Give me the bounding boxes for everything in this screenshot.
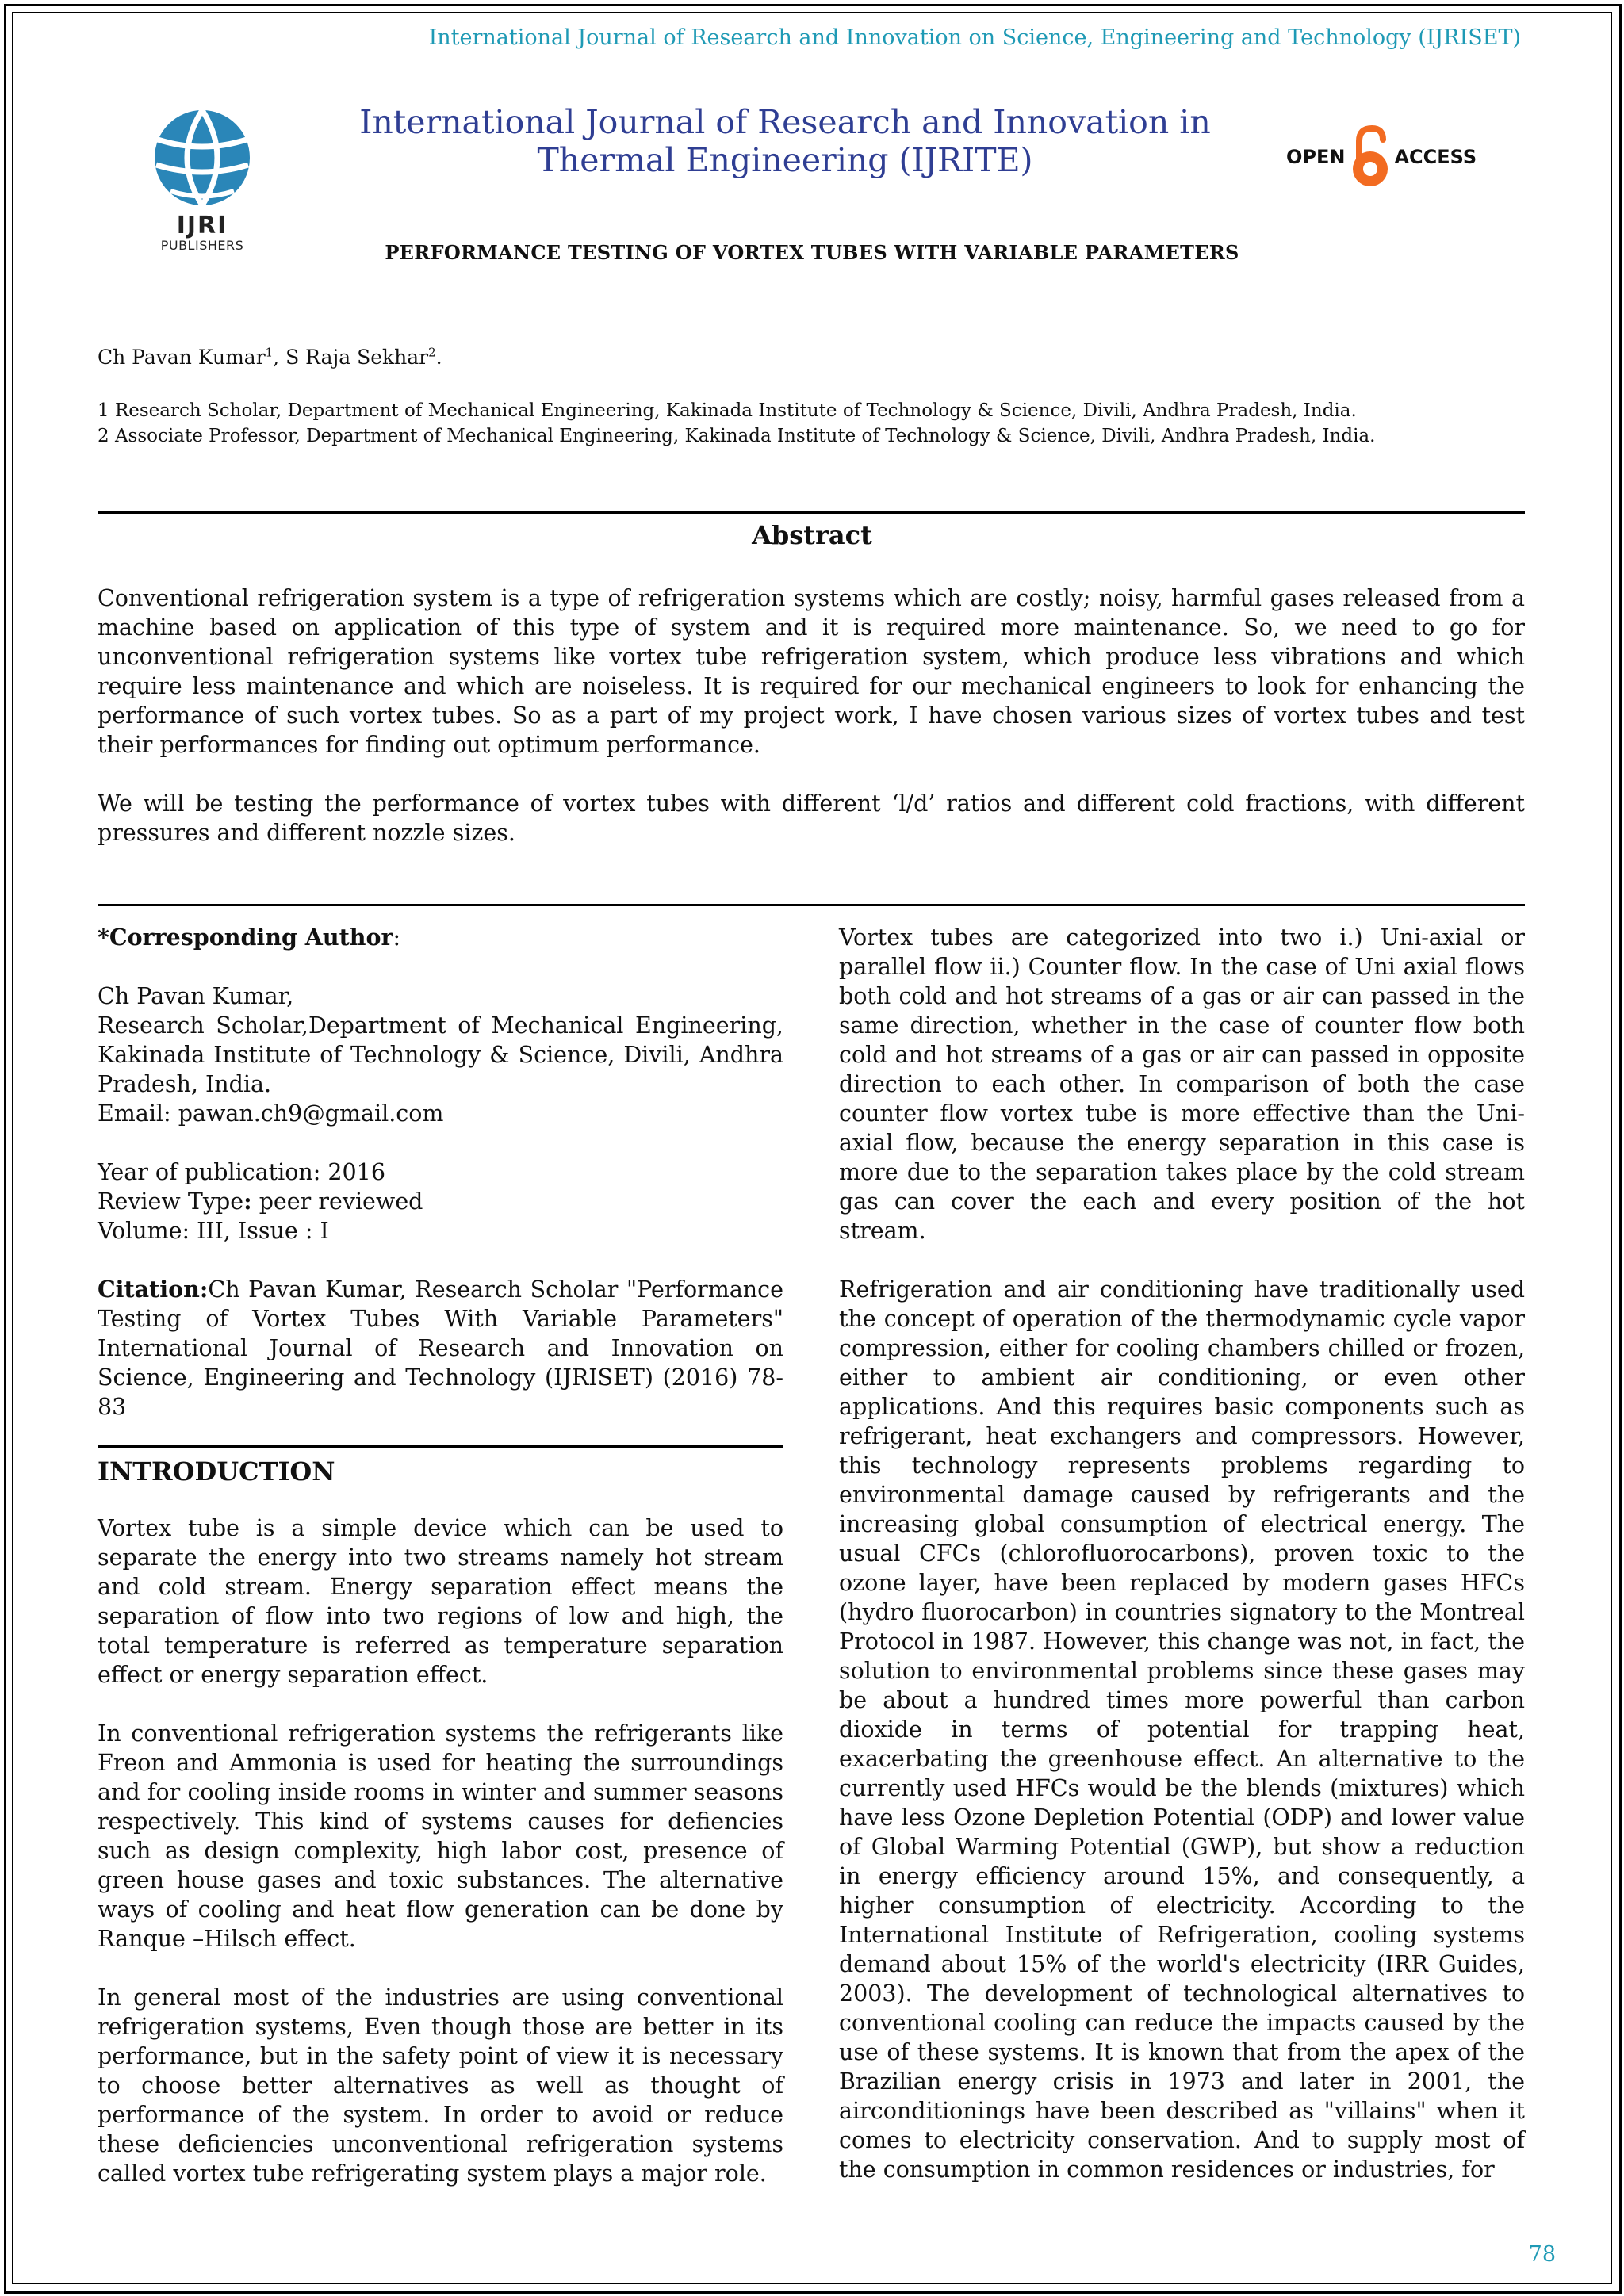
affiliation-1: 1 Research Scholar, Department of Mechanical Engineering, Kakinada Institute of Technology & Science, Divili, Andhra Pradesh, India. <box>98 400 1357 421</box>
review-value: peer reviewed <box>259 1188 423 1215</box>
introduction-paragraph: In general most of the industries are using conventional refrigeration systems, Even though those are better in its performance, but in the safety point of view it is necessary to choose better alternatives as well as thought of performance of the system. In order to avoid or reduce these deficiencies unconventional refrigeration systems called vortex tube refrigerating system plays a major role. <box>98 1984 783 2187</box>
abstract-body <box>98 584 1525 877</box>
author-name: S Raja Sekhar <box>285 346 429 369</box>
citation <box>98 1275 783 1422</box>
author-separator: , <box>273 346 286 369</box>
journal-title-line-2: Thermal Engineering (IJRITE) <box>537 141 1033 179</box>
author-affiliation-mark: 2 <box>428 345 436 360</box>
review-type <box>98 1187 783 1216</box>
corresponding-author-email <box>98 1099 783 1128</box>
affiliation-2: 2 Associate Professor, Department of Mechanical Engineering, Kakinada Institute of Technology & Science, Divili, Andhra Pradesh, India. <box>98 426 1376 446</box>
open-access-left-word: OPEN <box>1286 146 1346 168</box>
year-of-publication <box>98 1158 783 1187</box>
left-column-author-info <box>98 923 783 1422</box>
introduction-paragraph: Vortex tube is a simple device which can be used to separate the energy into two streams namely hot stream and cold stream. Energy separation effect means the separation of flow into two regions of low and high, the total temperature is referred as temperature separation effect or energy separation effect. <box>98 1515 783 1688</box>
author-line-end: . <box>435 346 442 369</box>
email-label: Email: <box>98 1100 171 1127</box>
paper-title: PERFORMANCE TESTING OF VORTEX TUBES WITH VARIABLE PARAMETERS <box>385 241 1239 264</box>
publisher-logo-name: IJRI <box>176 212 228 239</box>
journal-title <box>341 103 1229 179</box>
corresponding-author-label: *Corresponding Author <box>98 924 393 951</box>
body-paragraph: Vortex tubes are categorized into two i.) Uni-axial or parallel flow ii.) Counter flow. In the case of Uni axial flows both cold and hot streams of a gas or air can passed in the same direction, whether in the case of counter flow both cold and hot streams of a gas or air can passed in opposite direction to each other. In comparison of both the case counter flow vortex tube is more effective than the Uni-axial flow, because the energy separation in this case is more due to the separation takes place by the cold stream gas can cover the each and every position of the hot stream. <box>839 924 1525 1244</box>
year-label: Year of publication: <box>98 1159 321 1185</box>
page-number: 78 <box>1528 2242 1556 2267</box>
open-lock-icon <box>1348 124 1392 190</box>
introduction-heading: INTRODUCTION <box>98 1456 335 1487</box>
globe-icon <box>148 108 256 208</box>
email-address: pawan.ch9@gmail.com <box>178 1100 444 1127</box>
abstract-top-rule <box>98 511 1525 514</box>
volume-issue: Volume: III, Issue : I <box>98 1218 329 1244</box>
journal-title-line-1: International Journal of Research and Innovation in <box>359 103 1211 141</box>
corresponding-author-name: Ch Pavan Kumar, <box>98 983 294 1009</box>
abstract-heading: Abstract <box>752 520 872 550</box>
right-column <box>839 923 1525 2184</box>
open-access-logo <box>1286 124 1477 190</box>
running-head: International Journal of Research and Innovation on Science, Engineering and Technology (IJRISET) <box>428 25 1521 50</box>
body-paragraph: Refrigeration and air conditioning have traditionally used the concept of operation of the thermodynamic cycle vapor compression, either for cooling chambers chilled or frozen, either to ambient air conditioning, or even other applications. And this requires basic components such as refrigerant, heat exchangers and compressors. However, this technology represents problems regarding to environmental damage caused by refrigerants and the increasing global consumption of electrical energy. The usual CFCs (chlorofluorocarbons), proven toxic to the ozone layer, have been replaced by modern gases HFCs (hydro fluorocarbon) in countries signatory to the Montreal Protocol in 1987. However, this change was not, in fact, the solution to environmental problems since these gases may be about a hundred times more powerful than carbon dioxide in terms of potential for trapping heat, exacerbating the greenhouse effect. An alternative to the currently used HFCs would be the blends (mixtures) which have less Ozone Depletion Potential (ODP) and lower value of Global Warming Potential (GWP), but show a reduction in energy efficiency around 15%, and consequently, a higher consumption of electricity. According to the International Institute of Refrigeration, cooling systems demand about 15% of the world's electricity (IRR Guides, 2003). The development of technological alternatives to conventional cooling can reduce the impacts caused by the use of these systems. It is known that from the apex of the Brazilian energy crisis in 1973 and later in 2001, the airconditionings have been described as "villains" when it comes to electricity conservation. And to supply most of the consumption in common residences or industries, for <box>839 1276 1525 2183</box>
review-colon: : <box>243 1188 252 1215</box>
citation-text: Ch Pavan Kumar, Research Scholar "Performance Testing of Vortex Tubes With Variable Parameters" International Journal of Research and Innovation on Science, Engineering and Technology (IJRISET) (2016) 78-83 <box>98 1276 783 1420</box>
corresponding-author-heading <box>98 923 783 952</box>
abstract-paragraph: Conventional refrigeration system is a type of refrigeration systems which are costly; noisy, harmful gases released from a machine based on application of this type of system and it is required more maintenance. So, we need to go for unconventional refrigeration systems like vortex tube refrigeration system, which produce less vibrations and which require less maintenance and which are noiseless. It is required for our mechanical engineers to look for enhancing the performance of such vortex tubes. So as a part of my project work, I have chosen various sizes of vortex tubes and test their performances for finding out optimum performance. <box>98 585 1525 758</box>
open-access-right-word: ACCESS <box>1394 146 1477 168</box>
review-label: Review Type <box>98 1188 244 1215</box>
publisher-logo <box>143 108 262 252</box>
author-name: Ch Pavan Kumar <box>98 346 266 369</box>
author-line <box>98 346 442 369</box>
left-column-introduction <box>98 1457 783 2188</box>
corresponding-author-affiliation: Research Scholar,Department of Mechanical Engineering, Kakinada Institute of Technology & Science, Divili, Andhra Pradesh, India. <box>98 1012 783 1097</box>
year-value: 2016 <box>327 1159 385 1185</box>
abstract-paragraph: We will be testing the performance of vortex tubes with different ‘l/d’ ratios and different cold fractions, with different pressures and different nozzle sizes. <box>98 790 1525 846</box>
abstract-bottom-rule <box>98 904 1525 906</box>
author-affiliation-mark: 1 <box>265 345 274 360</box>
citation-label: Citation: <box>98 1276 209 1303</box>
introduction-paragraph: In conventional refrigeration systems the refrigerants like Freon and Ammonia is used for heating the surroundings and for cooling inside rooms in winter and summer seasons respectively. This kind of systems causes for defiencies such as design complexity, high labor cost, presence of green house gases and toxic substances. The alternative ways of cooling and heat flow generation can be done by Ranque –Hilsch effect. <box>98 1720 783 1952</box>
corresponding-author-colon: : <box>393 924 401 951</box>
publisher-logo-subtitle: PUBLISHERS <box>160 238 244 253</box>
introduction-top-rule <box>98 1445 783 1448</box>
